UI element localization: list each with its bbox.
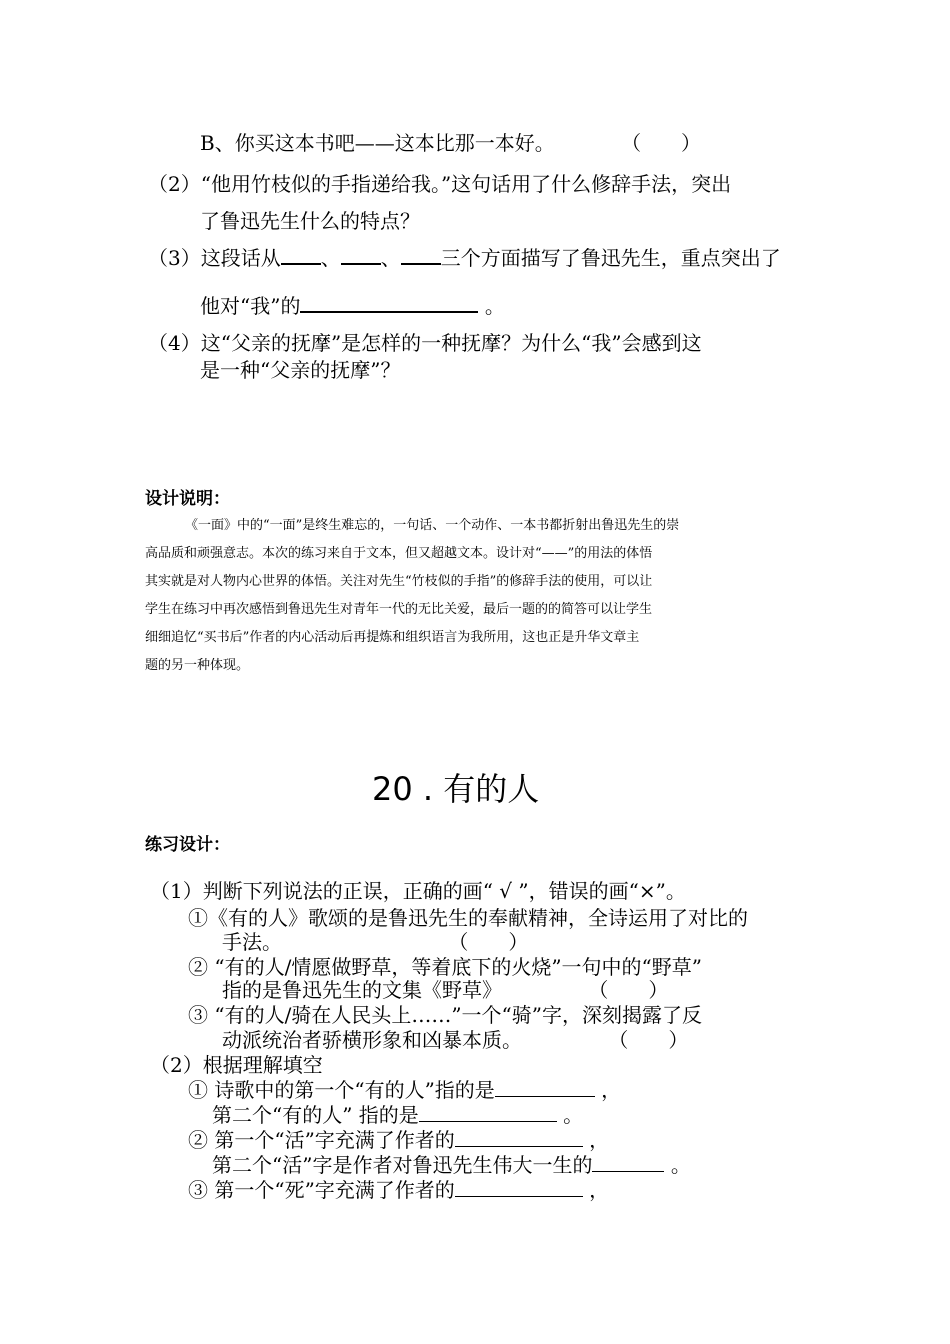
question-3-line2-prefix: 他对“我”的 <box>200 294 301 318</box>
design-note-line: 高品质和顽强意志。本次的练习来自于文本，但又超越文本。设计对“——”的用法的体悟 <box>145 546 653 561</box>
question-3-line2 <box>200 290 505 319</box>
period: 。 <box>670 1153 691 1177</box>
answer-paren[interactable]: （ ） <box>608 1028 689 1052</box>
answer-paren[interactable]: （ ） <box>588 978 669 1002</box>
question-3-suffix: 三个方面描写了鲁迅先生，重点突出了 <box>440 246 781 270</box>
question-2-line1: （2）“他用竹枝似的手指递给我。”这句话用了什么修辞手法，突出 <box>148 172 732 196</box>
design-note-line: 《一面》中的“一面”是终生难忘的，一句话、一个动作、一本书都折射出鲁迅先生的崇 <box>185 518 680 533</box>
fill-blank[interactable] <box>455 1128 583 1147</box>
question-2-line2: 了鲁迅先生什么的特点？ <box>200 209 420 233</box>
period: 。 <box>563 1103 584 1127</box>
design-note-line: 题的另一种体现。 <box>145 658 250 673</box>
item-text: ③ 第一个“死”字充满了作者的 <box>188 1178 455 1202</box>
fill-blank[interactable] <box>341 245 381 265</box>
item-text: 第二个“有的人” 指的是 <box>212 1103 419 1127</box>
question-3-line1 <box>148 242 781 271</box>
fill-blank[interactable] <box>495 1078 595 1097</box>
question-1-item-2-line1: ② “有的人/情愿做野草，等着底下的火烧”一句中的“野草” <box>188 955 702 979</box>
fill-blank[interactable] <box>401 245 441 265</box>
comma: ， <box>589 1128 610 1152</box>
lesson-question-1: （1）判断下列说法的正误，正确的画“ √ ”，错误的画“×”。 <box>150 879 686 903</box>
fill-blank[interactable] <box>592 1153 664 1172</box>
question-4-line2: 是一种“父亲的抚摩”？ <box>200 358 401 382</box>
design-note-line: 学生在练习中再次感悟到鲁迅先生对青年一代的无比关爱，最后一题的的简答可以让学生 <box>145 602 653 617</box>
item-text: 第二个“活”字是作者对鲁迅先生伟大一生的 <box>212 1153 593 1177</box>
separator: 、 <box>380 246 401 270</box>
question-1-item-3-line1: ③ “有的人/骑在人民头上……”一个“骑”字，深刻揭露了反 <box>188 1003 702 1027</box>
answer-paren[interactable]: （ ） <box>621 131 702 155</box>
comma: ， <box>589 1178 610 1202</box>
fill-blank[interactable] <box>300 293 478 313</box>
option-b-text: B、你买这本书吧——这本比那一本好。 <box>200 131 555 155</box>
design-note-line: 其实就是对人物内心世界的体悟。关注对先生“竹枝似的手指”的修辞手法的使用，可以让 <box>145 574 653 589</box>
fill-blank[interactable] <box>455 1178 583 1197</box>
answer-paren[interactable]: （ ） <box>448 930 529 954</box>
fill-blank[interactable] <box>281 245 321 265</box>
question-3-prefix: （3）这段话从 <box>148 246 281 270</box>
item-text: 指的是鲁迅先生的文集《野草》 <box>222 978 502 1002</box>
comma: ， <box>601 1078 622 1102</box>
option-b <box>200 127 701 156</box>
question-2-item-3-line1 <box>188 1174 609 1203</box>
item-text: 动派统治者骄横形象和凶暴本质。 <box>222 1028 522 1052</box>
item-text: ② 第一个“活”字充满了作者的 <box>188 1128 455 1152</box>
design-note-line: 细细追忆“买书后”作者的内心活动后再提炼和组织语言为我所用，这也正是升华文章主 <box>145 630 640 645</box>
period: 。 <box>484 294 505 318</box>
fill-blank[interactable] <box>419 1103 557 1122</box>
lesson-question-2: （2）根据理解填空 <box>150 1053 323 1077</box>
question-1-item-1-line1: ①《有的人》歌颂的是鲁迅先生的奉献精神，全诗运用了对比的 <box>188 906 748 930</box>
design-note-heading: 设计说明： <box>145 489 230 509</box>
item-text: ① 诗歌中的第一个“有的人”指的是 <box>188 1078 495 1102</box>
lesson-title: 20 . 有的人 <box>372 770 540 808</box>
exercise-heading: 练习设计： <box>145 835 230 855</box>
item-text: 手法。 <box>222 930 282 954</box>
separator: 、 <box>320 246 341 270</box>
question-4-line1: （4）这“父亲的抚摩”是怎样的一种抚摩？为什么“我”会感到这 <box>148 331 702 355</box>
